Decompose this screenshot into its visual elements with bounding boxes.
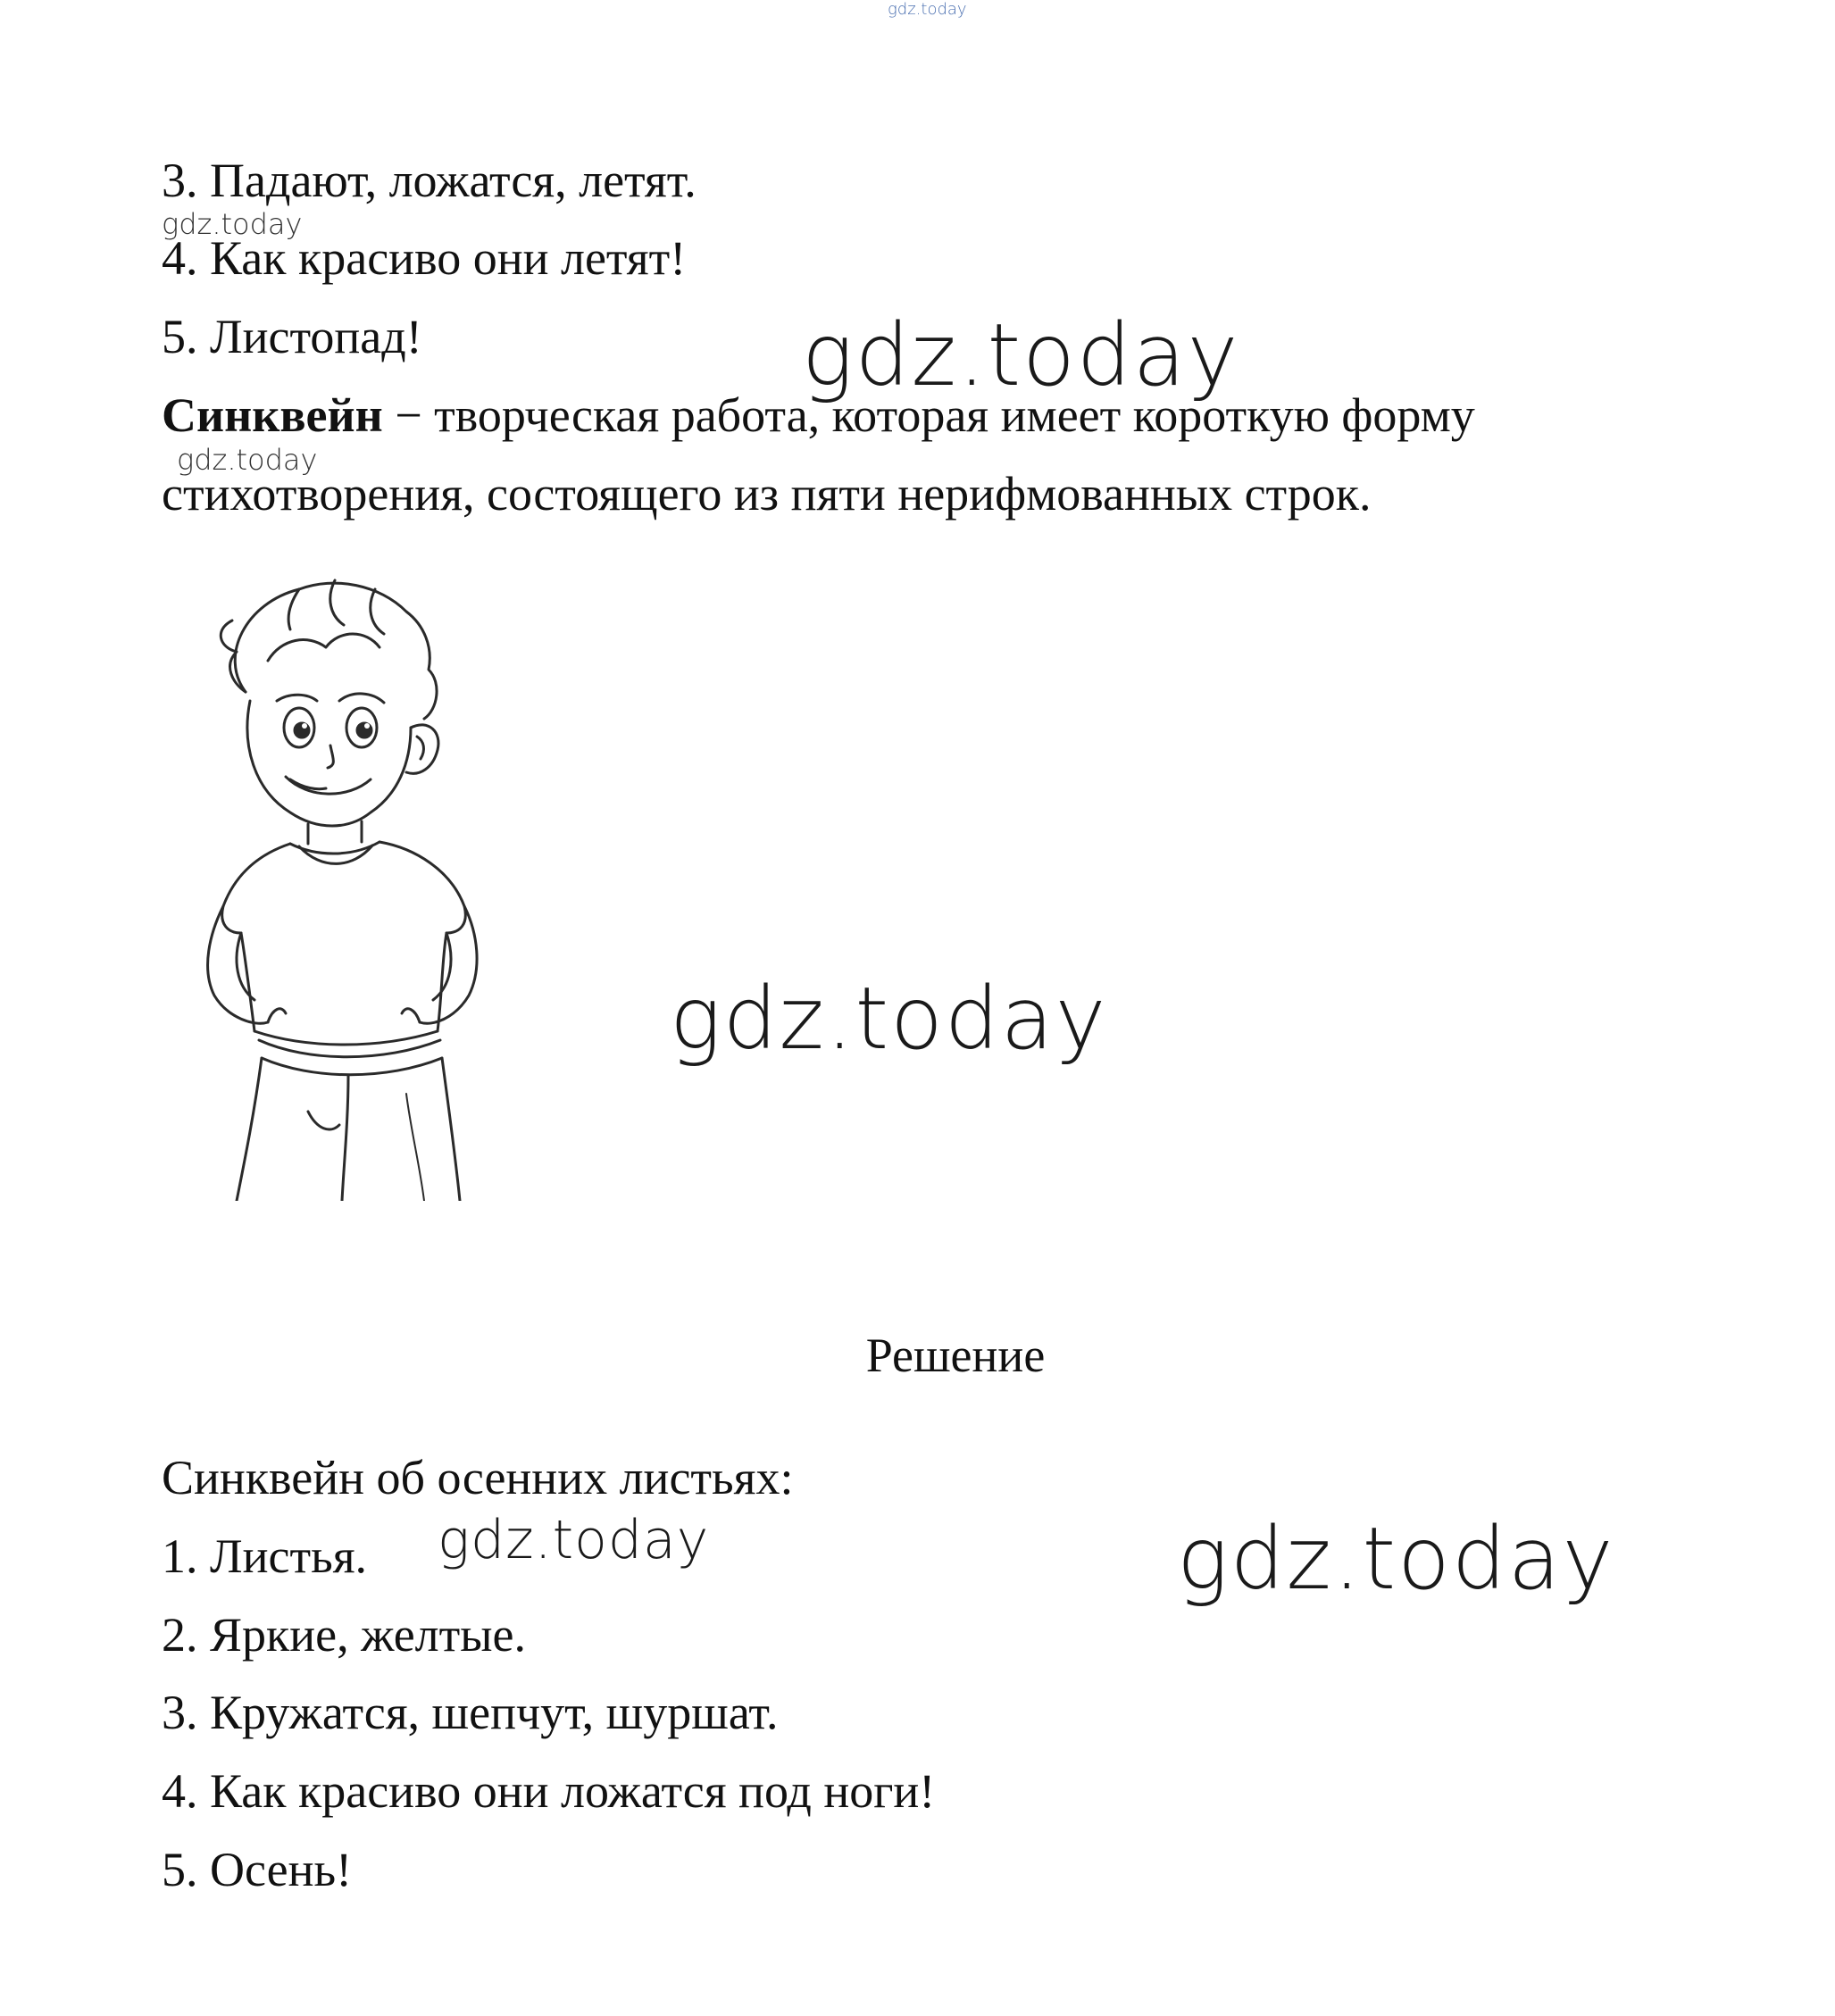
watermark-small-1: gdz.today xyxy=(162,207,303,241)
watermark-large-1: gdz.today xyxy=(802,305,1240,405)
watermark-large-3: gdz.today xyxy=(1177,1509,1615,1609)
solution-line-5: 5. Осень! xyxy=(162,1843,353,1896)
watermark-large-2: gdz.today xyxy=(670,969,1108,1069)
boy-illustration xyxy=(183,576,576,1201)
watermark-top: gdz.today xyxy=(888,0,967,19)
solution-heading: Решение xyxy=(865,1329,1046,1382)
list-item-5: 5. Листопад! xyxy=(162,310,422,363)
list-item-4: 4. Как красиво они летят! xyxy=(162,231,687,285)
solution-line-2: 2. Яркие, желтые. xyxy=(162,1608,526,1662)
solution-line-1: 1. Листья. xyxy=(162,1529,368,1583)
solution-line-3: 3. Кружатся, шепчут, шуршат. xyxy=(162,1686,779,1739)
solution-line-4: 4. Как красиво они ложатся под ноги! xyxy=(162,1764,936,1818)
list-item-3: 3. Падают, ложатся, летят. xyxy=(162,154,696,207)
definition-line-1 xyxy=(162,387,1475,444)
watermark-small-2: gdz.today xyxy=(177,443,318,477)
solution-intro: Синквейн об осенних листьях: xyxy=(162,1451,794,1504)
watermark-medium-1: gdz.today xyxy=(438,1509,710,1571)
definition-term: Синквейн xyxy=(162,388,383,442)
definition-line-2: стихотворения, состоящего из пяти нерифмованных строк. xyxy=(162,467,1372,521)
definition-text-1: − творческая работа, которая имеет короткую форму xyxy=(382,388,1475,442)
